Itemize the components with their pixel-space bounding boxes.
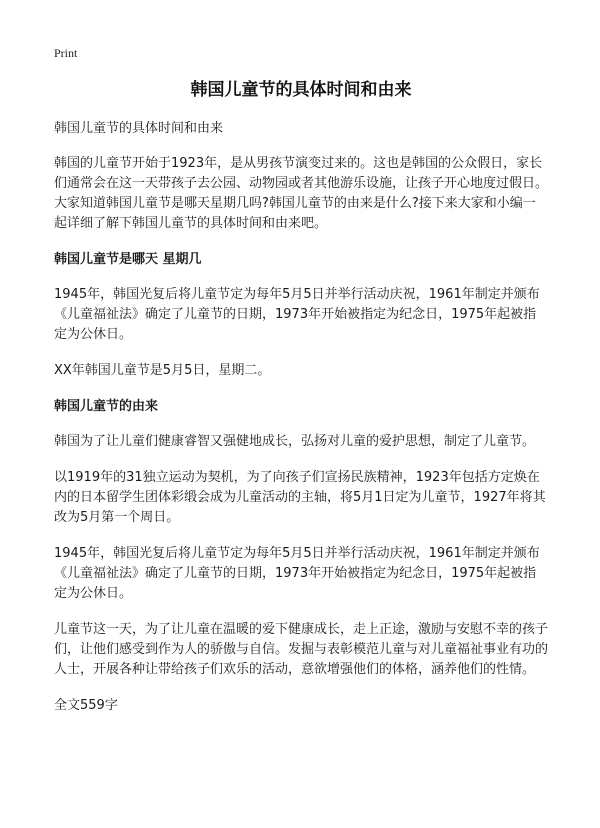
origin-paragraph-2: 以1919年的31独立运动为契机，为了向孩子们宣扬民族精神，1923年包括方定焕在内的日本留学生团体彩缎会成为儿童活动的主轴，将5月1日定为儿童节，1927年将其改为5月第一个周日。 (54, 470, 546, 525)
print-link[interactable]: Print (54, 46, 78, 60)
article-subtitle: 韩国儿童节的具体时间和由来 (54, 121, 224, 136)
page-title: 韩国儿童节的具体时间和由来 (190, 80, 412, 100)
section-heading-date: 韩国儿童节是哪天 星期几 (54, 252, 202, 267)
history-paragraph: 1945年，韩国光复后将儿童节定为每年5月5日并举行活动庆祝，1961年制定并颁布《儿童福祉法》确定了儿童节的日期，1973年开始被指定为纪念日，1975年起被指定为公休日。 (54, 287, 540, 342)
origin-paragraph-4: 儿童节这一天，为了让儿童在温暖的爱下健康成长，走上正途，激励与安慰不幸的孩子们，让他们感受到作为人的骄傲与自信。发掘与表彰模范儿童与对儿童福祉事业有功的人士，开展各种让带给孩子们欢乐的活动，意欲增强他们的体格，涵养他们的性情。 (54, 622, 549, 677)
word-count: 全文559字 (54, 698, 118, 713)
article-content (54, 119, 548, 732)
origin-paragraph-3: 1945年，韩国光复后将儿童节定为每年5月5日并举行活动庆祝，1961年制定并颁布《儿童福祉法》确定了儿童节的日期，1973年开始被指定为纪念日，1975年起被指定为公休日。 (54, 546, 540, 601)
origin-paragraph-1: 韩国为了让儿童们健康睿智又强健地成长，弘扬对儿童的爱护思想，制定了儿童节。 (54, 434, 536, 449)
section-heading-origin: 韩国儿童节的由来 (54, 399, 159, 414)
intro-paragraph: 韩国的儿童节开始于1923年，是从男孩节演变过来的。这也是韩国的公众假日，家长们通常会在这一天带孩子去公园、动物园或者其他游乐设施，让孩子开心地度过假日。大家知道韩国儿童节是哪天星期几吗?韩国儿童节的由来是什么?接下来大家和小编一起详细了解下韩国儿童节的具体时间和由来吧。 (54, 156, 549, 231)
date-paragraph: XX年韩国儿童节是5月5日，星期二。 (54, 363, 271, 378)
